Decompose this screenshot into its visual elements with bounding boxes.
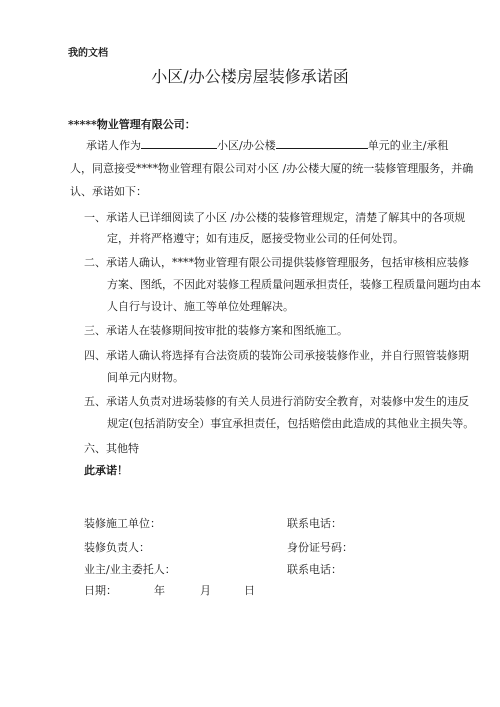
date-label: 日期：: [84, 584, 117, 597]
document-title: 小区/办公楼房屋装修承诺函: [151, 67, 349, 86]
item-2-line-3: 人自行与设计、施工等单位处理解决。: [107, 300, 294, 313]
header-label: 我的文档: [68, 48, 108, 59]
year-label: 年: [154, 584, 165, 597]
intro-line-1: 承诺人作为 小区/办公楼 单元的业主/承租: [86, 139, 449, 152]
intro-line-2: 人，同意接受****物业管理有限公司对小区 /办公楼大厦的统一装修管理服务，并确: [70, 162, 474, 175]
closing-text: 此承诺！: [84, 464, 128, 477]
owner-phone-label: 联系电话：: [287, 563, 342, 576]
manager-label: 装修负责人：: [84, 541, 150, 554]
property-name-blank[interactable]: [141, 138, 217, 149]
date-row: [84, 582, 255, 598]
unit-blank[interactable]: [276, 138, 368, 149]
item-4-line-2: 间单元内财物。: [107, 371, 184, 384]
addressee: *****物业管理有限公司：: [68, 118, 196, 131]
item-5-line-2: 规定(包括消防安全）事宜承担责任，包括赔偿由此造成的其他业主损失等。: [107, 417, 475, 430]
item-1-line-1: 一、承诺人已详细阅读了小区 /办公楼的装修管理规定，清楚了解其中的各项规: [84, 211, 466, 224]
item-2-line-2: 方案、图纸，不因此对装修工程质量问题承担责任，装修工程质量问题均由本: [107, 278, 481, 291]
month-label: 月: [200, 584, 211, 597]
item-6-line-1: 六、其他特: [84, 442, 139, 455]
item-1-line-2: 定，并将严格遵守；如有违反，愿接受物业公司的任何处罚。: [107, 232, 404, 245]
contractor-label: 装修施工单位：: [84, 517, 161, 530]
id-number-label: 身份证号码：: [287, 541, 353, 554]
item-4-line-1: 四、承诺人确认将选择有合法资质的装饰公司承接装修作业，并自行照管装修期: [84, 349, 469, 362]
owner-label: 业主/业主委托人：: [84, 563, 176, 576]
item-2-line-1: 二、承诺人确认，****物业管理有限公司提供装修管理服务，包括审核相应装修: [84, 256, 469, 269]
item-5-line-1: 五、承诺人负责对进场装修的有关人员进行消防安全教育，对装修中发生的违反: [84, 395, 469, 408]
intro-line-3: 认、承诺如下：: [70, 185, 147, 198]
day-label: 日: [244, 584, 255, 597]
contractor-phone-label: 联系电话：: [287, 517, 342, 530]
item-3-line-1: 三、承诺人在装修期间按审批的装修方案和图纸施工。: [84, 324, 348, 337]
